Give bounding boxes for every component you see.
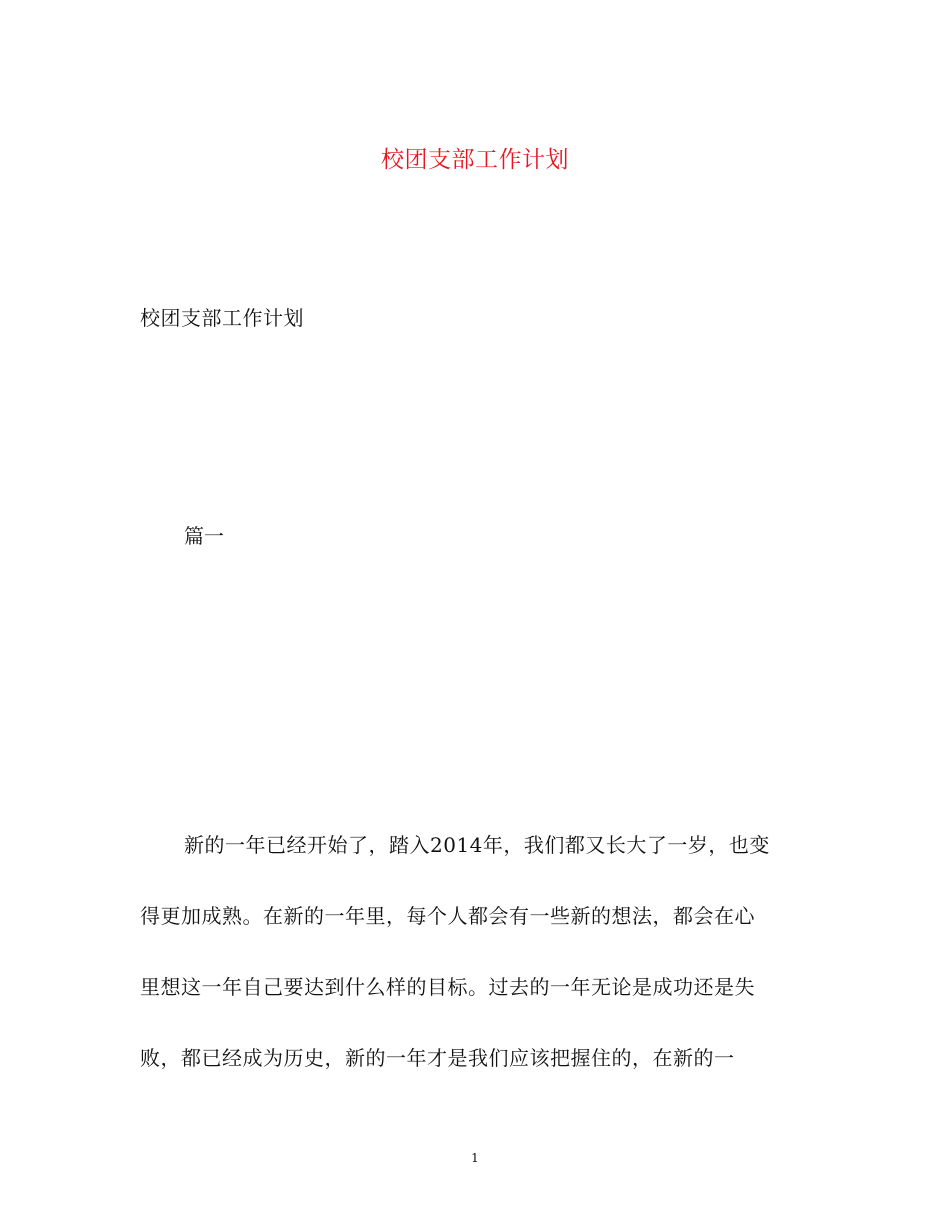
body-line: 新的一年已经开始了，踏入2014年，我们都又长大了一岁，也变 bbox=[184, 833, 770, 857]
body-line: 里想这一年自己要达到什么样的目标。过去的一年无论是成功还是失 bbox=[140, 975, 755, 999]
page-title: 校团支部工作计划 bbox=[381, 147, 569, 173]
body-paragraph bbox=[140, 810, 812, 1094]
body-line: 败，都已经成为历史，新的一年才是我们应该把握住的，在新的一 bbox=[140, 1046, 735, 1070]
document-subtitle: 校团支部工作计划 bbox=[140, 306, 304, 330]
body-line: 得更加成熟。在新的一年里，每个人都会有一些新的想法，都会在心 bbox=[140, 904, 755, 928]
page-number: 1 bbox=[471, 1151, 479, 1165]
section-label: 篇一 bbox=[184, 524, 224, 548]
